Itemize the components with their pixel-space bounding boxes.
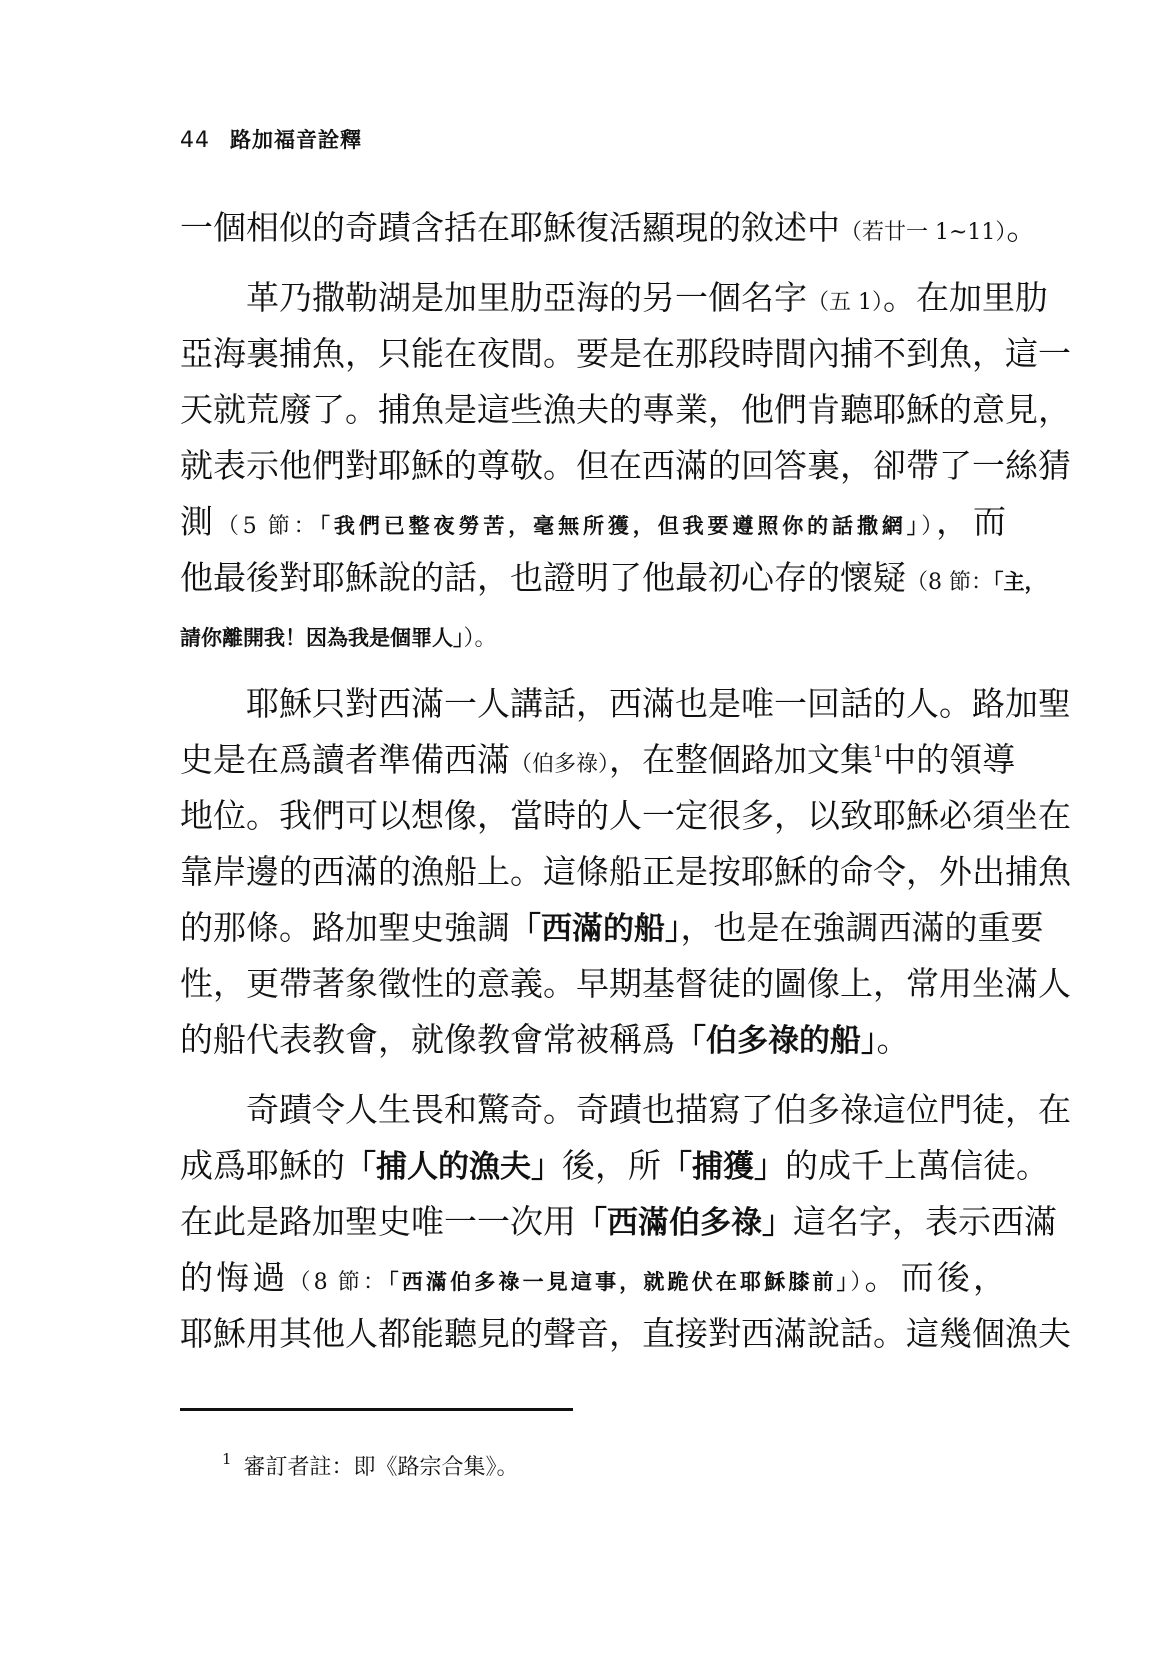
paragraph-3-line-5: 的那條。路加聖史強調「西滿的船」，也是在強調西滿的重要 bbox=[180, 908, 1044, 947]
bold-phrase: 「西滿的船」 bbox=[510, 911, 681, 947]
scripture-quote: 「西滿伯多祿一見這事，就跪伏在耶穌膝前」 bbox=[388, 1270, 851, 1294]
paragraph-2-line-7: 請你離開我！因為我是個罪人」）。 bbox=[180, 626, 497, 651]
paragraph-3-line-1: 耶穌只對西滿一人講話，西滿也是唯一回話的人。路加聖 bbox=[246, 684, 1071, 723]
paragraph-2-line-5: 測（5 節：「我們已整夜勞苦，毫無所獲，但我要遵照你的話撒網」），而 bbox=[180, 502, 1006, 541]
running-header bbox=[180, 124, 362, 154]
footnote bbox=[222, 1450, 519, 1481]
paragraph-3-line-2: 史是在爲讀者準備西滿（伯多祿），在整個路加文集$^1$中的領導 bbox=[180, 740, 1016, 779]
bold-phrase: 「捕人的漁夫」 bbox=[345, 1149, 562, 1185]
footnote-number: 1 bbox=[222, 1450, 232, 1468]
paragraph-3-line-6: 性，更帶著象徵性的意義。早期基督徒的圖像上，常用坐滿人 bbox=[180, 964, 1071, 1003]
paragraph-1-line-1: 一個相似的奇蹟含括在耶穌復活顯現的敘述中（若廿一 1~11）。 bbox=[180, 208, 1040, 247]
bold-phrase: 「西滿伯多祿」 bbox=[576, 1205, 793, 1241]
footnote-marker[interactable]: 1 bbox=[873, 742, 884, 761]
bold-phrase: 「伯多祿的船」 bbox=[675, 1023, 877, 1059]
scripture-quote: 「主， bbox=[993, 570, 1046, 594]
paragraph-4-line-5: 耶穌用其他人都能聽見的聲音，直接對西滿說話。這幾個漁夫 bbox=[180, 1314, 1071, 1353]
paragraph-2-line-4: 就表示他們對耶穌的尊敬。但在西滿的回答裏，卻帶了一絲猜 bbox=[180, 446, 1071, 485]
footnote-divider bbox=[180, 1408, 573, 1411]
paragraph-4-line-2: 成爲耶穌的「捕人的漁夫」後，所「捕獲」的成千上萬信徒。 bbox=[180, 1146, 1049, 1185]
paragraph-2-line-3: 天就荒廢了。捕魚是這些漁夫的專業，他們肯聽耶穌的意見， bbox=[180, 390, 1071, 429]
paragraph-2-line-1: 革乃撒勒湖是加里肋亞海的另一個名字（五 1）。在加里肋 bbox=[246, 278, 1048, 317]
bold-phrase: 「捕獲」 bbox=[661, 1149, 785, 1185]
paragraph-2-line-2: 亞海裏捕魚，只能在夜間。要是在那段時間內捕不到魚，這一 bbox=[180, 334, 1071, 373]
paragraph-3-line-4: 靠岸邊的西滿的漁船上。這條船正是按耶穌的命令，外出捕魚 bbox=[180, 852, 1071, 891]
paragraph-4-line-3: 在此是路加聖史唯一一次用「西滿伯多祿」這名字，表示西滿 bbox=[180, 1202, 1057, 1241]
main-text bbox=[180, 200, 1071, 1362]
page-number: 44 bbox=[180, 128, 210, 153]
scripture-quote: 請你離開我！因為我是個罪人」 bbox=[180, 626, 464, 650]
book-title: 路加福音詮釋 bbox=[230, 128, 362, 152]
paragraph-3-line-7: 的船代表教會，就像教會常被稱爲「伯多祿的船」。 bbox=[180, 1020, 910, 1059]
paragraph-4-line-1: 奇蹟令人生畏和驚奇。奇蹟也描寫了伯多祿這位門徒，在 bbox=[246, 1090, 1071, 1129]
scripture-quote: 「我們已整夜勞苦，毫無所獲，但我要遵照你的話撒網」 bbox=[319, 514, 922, 538]
footnote-text: 審訂者註：即《路宗合集》。 bbox=[243, 1455, 519, 1480]
paragraph-2-line-6: 他最後對耶穌說的話，也證明了他最初心存的懷疑（8 節：「主， bbox=[180, 558, 1046, 597]
paragraph-3-line-3: 地位。我們可以想像，當時的人一定很多，以致耶穌必須坐在 bbox=[180, 796, 1071, 835]
paragraph-4-line-4: 的悔過（8 節：「西滿伯多祿一見這事，就跪伏在耶穌膝前」）。而後， bbox=[180, 1258, 1006, 1297]
